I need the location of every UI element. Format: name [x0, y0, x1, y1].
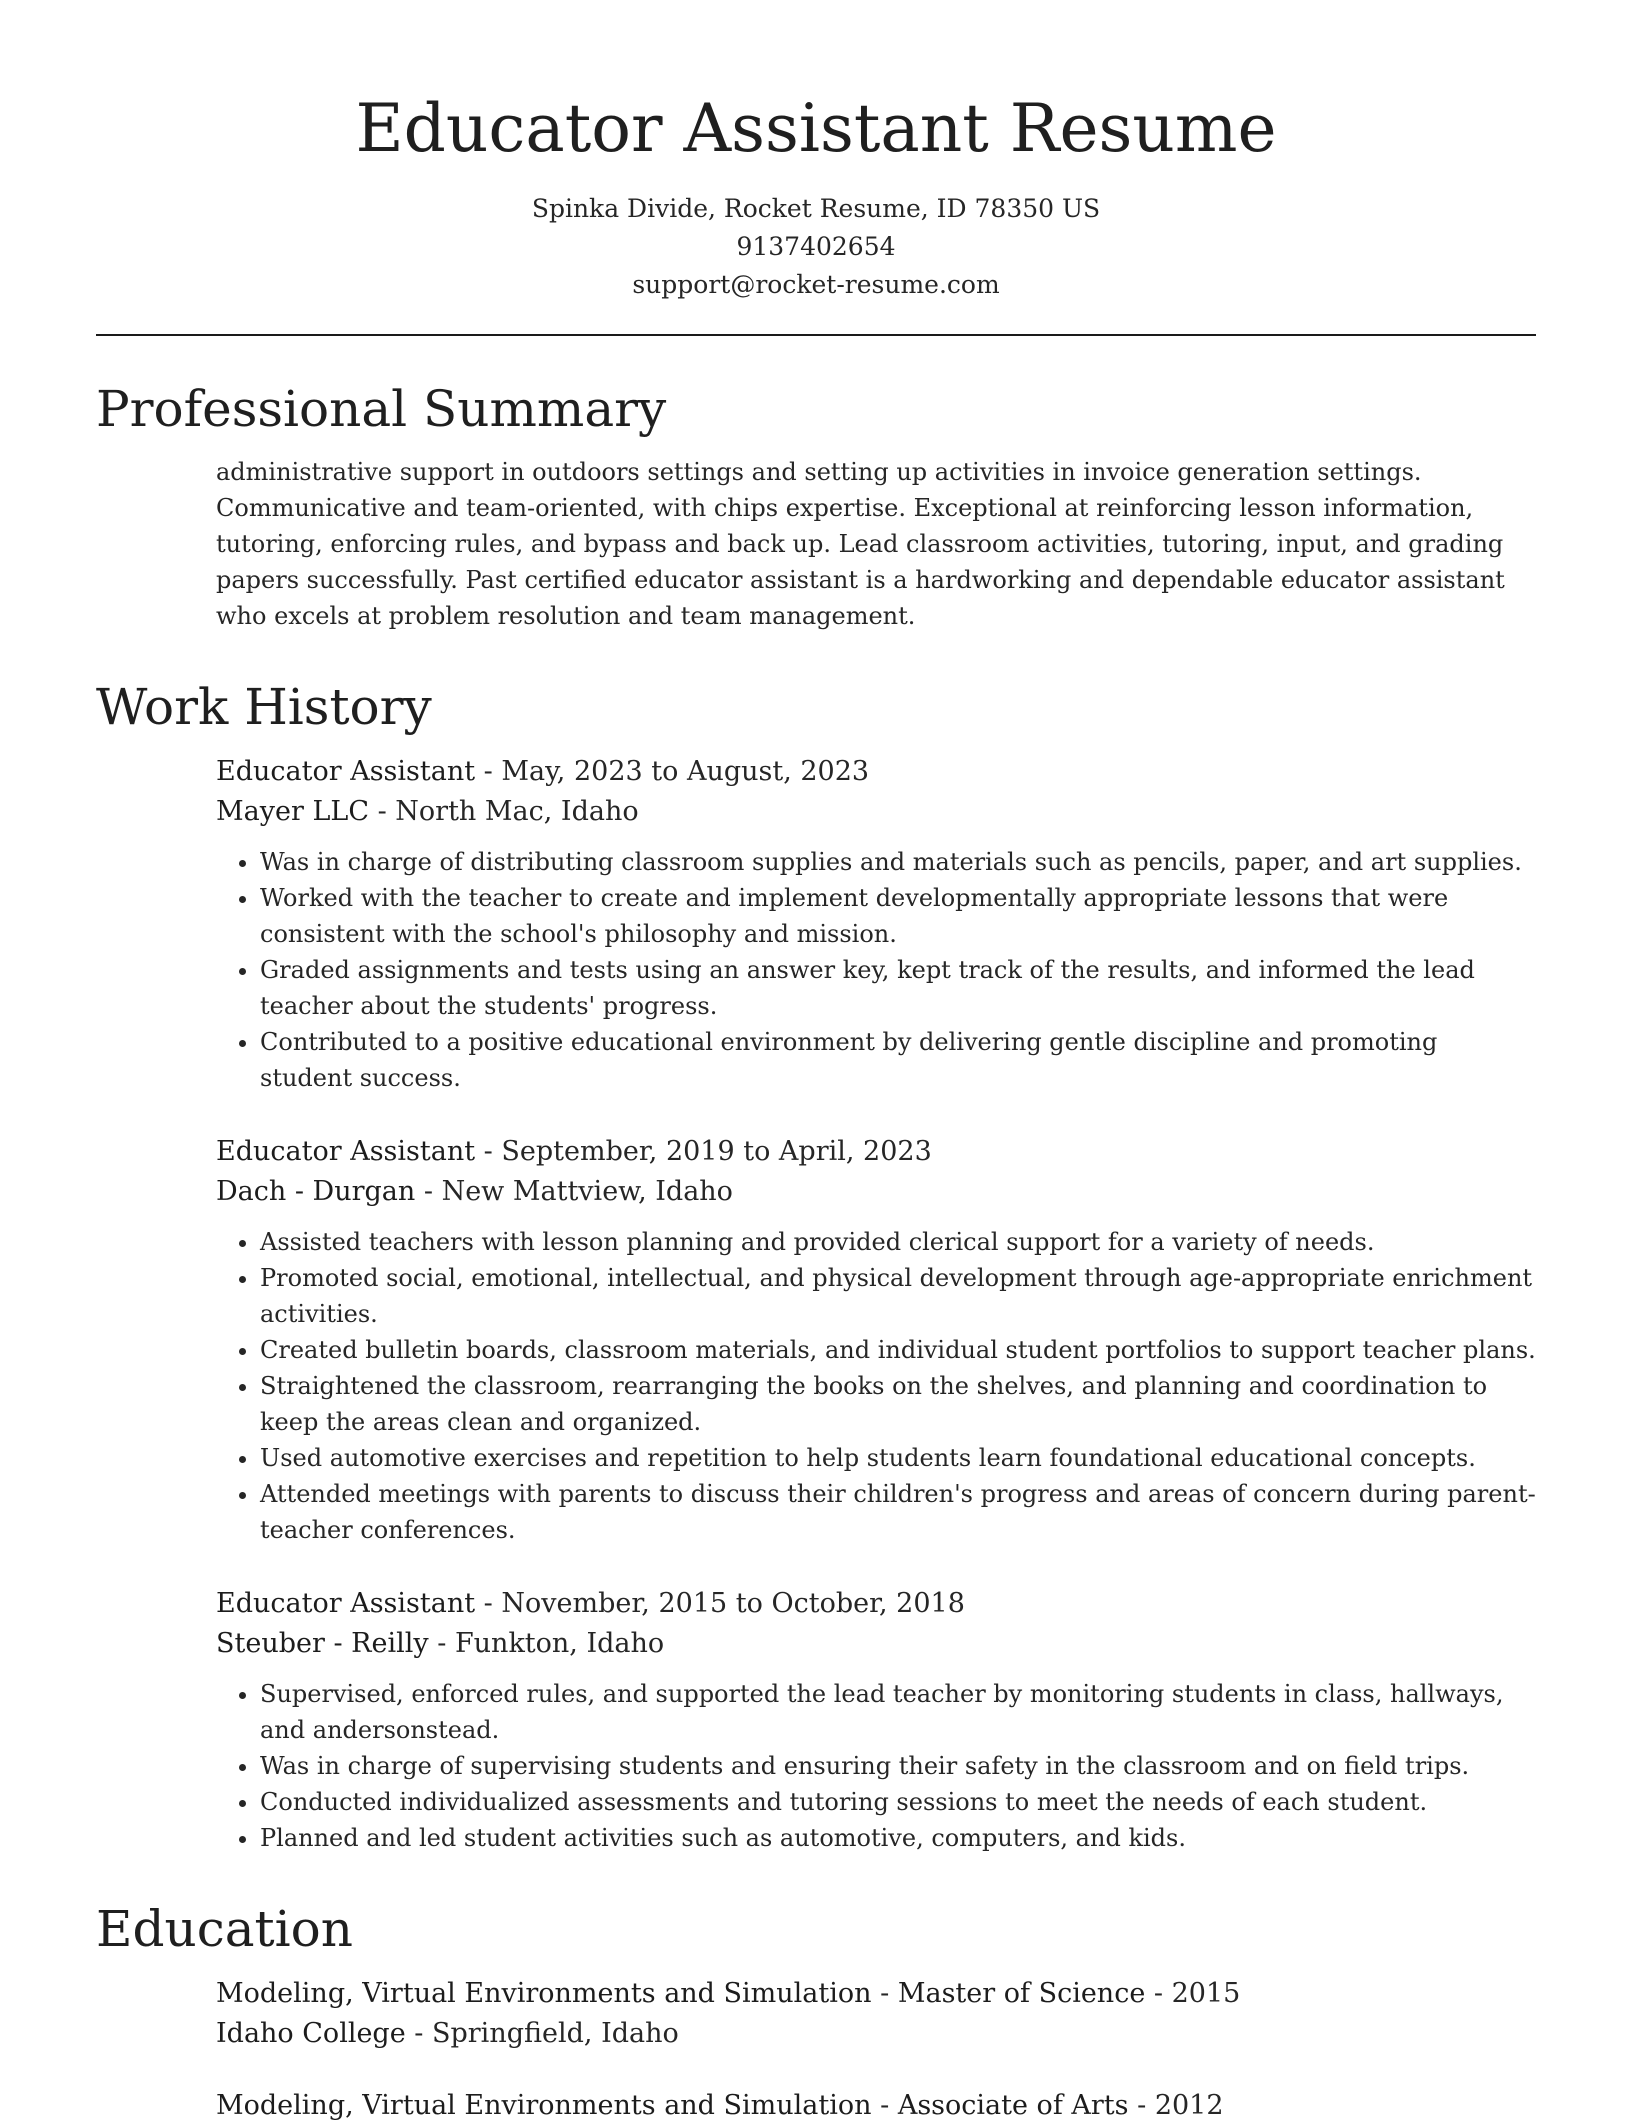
job-title-line — [216, 1132, 1536, 1172]
job-bullets — [216, 844, 1536, 1096]
job-bullets — [216, 1224, 1536, 1548]
job-location: North Mac, Idaho — [395, 796, 639, 827]
job-company: Mayer LLC — [216, 796, 369, 827]
job-bullet: • Was in charge of distributing classroom supplies and materials such as pencils, paper, and art supplies. — [260, 844, 1536, 880]
job-bullet: • Worked with the teacher to create and implement developmentally appropriate lessons that were consistent with the school's philosophy and mission. — [260, 880, 1536, 952]
separator: - — [405, 2018, 432, 2049]
education-degree: Associate of Arts — [897, 2090, 1129, 2121]
job-position: Educator Assistant — [216, 1136, 476, 1167]
job-position: Educator Assistant — [216, 756, 476, 787]
education-degree: Master of Science — [897, 1978, 1146, 2009]
job-company-line — [216, 1624, 1536, 1664]
job-location: New Mattview, Idaho — [441, 1176, 733, 1207]
job-dates: November, 2015 to October, 2018 — [501, 1588, 965, 1619]
education-section — [96, 1896, 1536, 2126]
separator: - — [1128, 2090, 1155, 2121]
job-bullet: • Conducted individualized assessments and tutoring sessions to meet the needs of each student. — [260, 1784, 1536, 1820]
job-bullet: • Promoted social, emotional, intellectual, and physical development through age-appropriate enrichment activities. — [260, 1260, 1536, 1332]
separator: - — [1145, 1978, 1172, 2009]
education-degree-line — [216, 2086, 1536, 2126]
resume-header — [96, 0, 1536, 304]
education-field: Modeling, Virtual Environments and Simulation — [216, 2090, 872, 2121]
separator: - — [415, 1176, 442, 1207]
work-history-section — [96, 674, 1536, 1856]
summary-section — [96, 376, 1536, 634]
education-entry — [216, 2086, 1536, 2126]
separator: - — [871, 1978, 898, 2009]
education-location: Springfield, Idaho — [432, 2018, 679, 2049]
education-field: Modeling, Virtual Environments and Simulation — [216, 1978, 872, 2009]
summary-heading: Professional Summary — [96, 380, 667, 438]
job-bullet: • Assisted teachers with lesson planning and provided clerical support for a variety of needs. — [260, 1224, 1536, 1260]
education-school: Idaho College — [216, 2018, 406, 2049]
job-company-line — [216, 1172, 1536, 1212]
job-entry — [216, 1132, 1536, 1548]
education-school-line — [216, 2014, 1536, 2054]
separator: - — [368, 796, 396, 827]
separator: - — [475, 756, 502, 787]
education-year: 2015 — [1171, 1978, 1241, 2009]
job-dates: May, 2023 to August, 2023 — [501, 756, 870, 787]
education-degree-line — [216, 1974, 1536, 2014]
job-bullet: • Straightened the classroom, rearranging the books on the shelves, and planning and coordination to keep the areas clean and organized. — [260, 1368, 1536, 1440]
education-heading: Education — [96, 1900, 353, 1958]
job-company: Steuber - Reilly — [216, 1628, 429, 1659]
job-company: Dach - Durgan — [216, 1176, 416, 1207]
jobs-list — [96, 752, 1536, 1856]
job-dates: September, 2019 to April, 2023 — [501, 1136, 932, 1167]
contact-info — [96, 190, 1536, 304]
contact-address: Spinka Divide, Rocket Resume, ID 78350 US — [531, 194, 1101, 223]
separator: - — [428, 1628, 455, 1659]
education-year: 2012 — [1154, 2090, 1224, 2121]
job-title-line — [216, 752, 1536, 792]
education-entry — [216, 1974, 1536, 2054]
job-company-line — [216, 792, 1536, 832]
job-bullets — [216, 1676, 1536, 1856]
work-history-heading: Work History — [96, 678, 432, 736]
job-bullet: • Contributed to a positive educational environment by delivering gentle discipline and promoting student success. — [260, 1024, 1536, 1096]
job-bullet: • Was in charge of supervising students and ensuring their safety in the classroom and on field trips. — [260, 1748, 1536, 1784]
job-entry — [216, 1584, 1536, 1856]
job-bullet: • Created bulletin boards, classroom materials, and individual student portfolios to support teacher plans. — [260, 1332, 1536, 1368]
job-bullet: • Graded assignments and tests using an answer key, kept track of the results, and informed the lead teacher about the students' progress. — [260, 952, 1536, 1024]
resume-title: Educator Assistant Resume — [355, 90, 1277, 167]
job-entry — [216, 752, 1536, 1096]
separator: - — [475, 1136, 502, 1167]
contact-email: support@rocket-resume.com — [632, 270, 1000, 299]
education-list — [96, 1974, 1536, 2126]
job-position: Educator Assistant — [216, 1588, 476, 1619]
job-bullet: • Planned and led student activities such as automotive, computers, and kids. — [260, 1820, 1536, 1856]
job-bullet: • Supervised, enforced rules, and supported the lead teacher by monitoring students in class, hallways, and andersonstead. — [260, 1676, 1536, 1748]
job-location: Funkton, Idaho — [454, 1628, 665, 1659]
job-title-line — [216, 1584, 1536, 1624]
separator: - — [871, 2090, 898, 2121]
summary-text: administrative support in outdoors settings and setting up activities in invoice generation settings. Communicative and team-oriented, with chips expertise. Exceptional at reinforcing lesson information, tutoring, enforcing rules, and bypass and back up. Lead classroom activities, tutoring, input, and grading papers successfully. Past certified educator assistant is a hardworking and dependable educator assistant who excels at problem resolution and team management. — [216, 458, 1505, 630]
contact-phone: 9137402654 — [736, 232, 896, 261]
job-bullet: • Attended meetings with parents to discuss their children's progress and areas of concern during parent-teacher conferences. — [260, 1476, 1536, 1548]
job-bullet: • Used automotive exercises and repetition to help students learn foundational educational concepts. — [260, 1440, 1536, 1476]
separator: - — [475, 1588, 502, 1619]
header-divider — [96, 334, 1536, 336]
